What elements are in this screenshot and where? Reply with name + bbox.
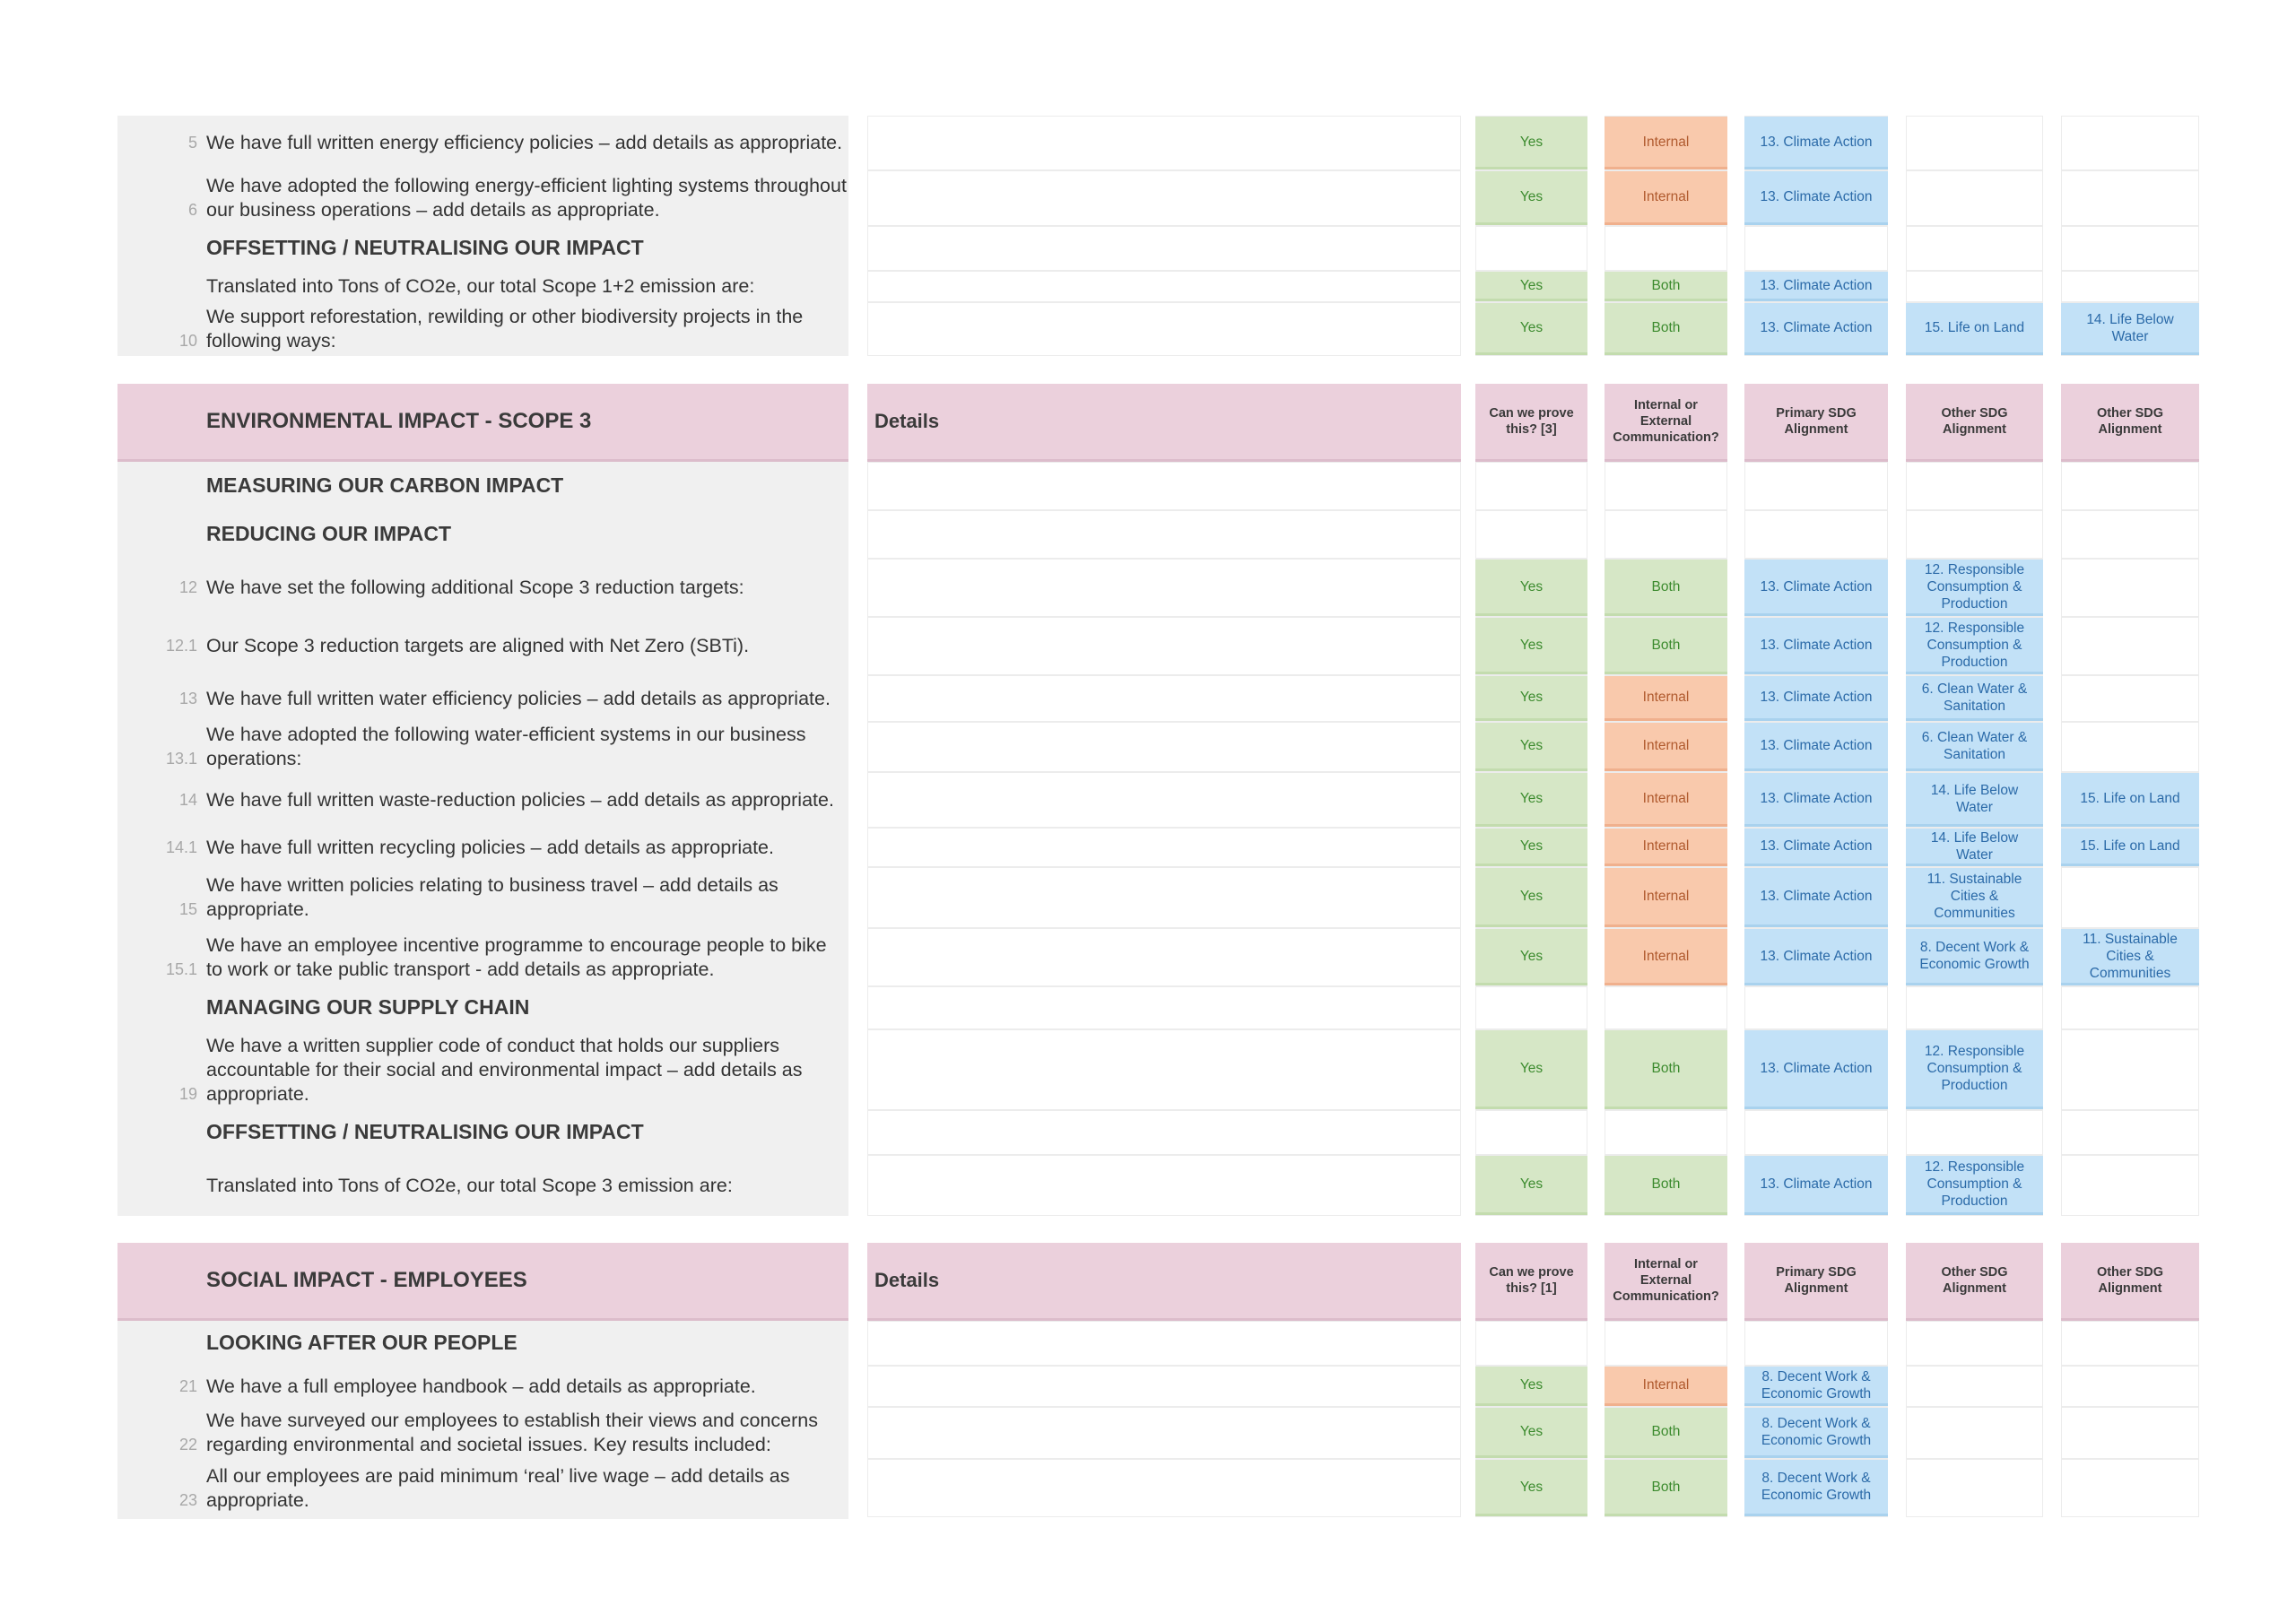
sdg-primary-badge[interactable]: 13. Climate Action bbox=[1744, 929, 1888, 985]
sdg-other2-badge[interactable]: 15. Life on Land bbox=[2061, 829, 2199, 866]
cell-outline-other2 bbox=[2061, 1407, 2199, 1459]
sdg-other1-badge[interactable]: 12. Responsible Consumption & Production bbox=[1906, 1030, 2043, 1109]
row-number: 13.1 bbox=[165, 750, 197, 768]
prove-badge[interactable]: Yes bbox=[1475, 117, 1587, 169]
cell-outline-other2 bbox=[2061, 510, 2199, 559]
row-number: 14 bbox=[178, 790, 197, 809]
cell-outline-other2 bbox=[2061, 867, 2199, 928]
row-number: 19 bbox=[178, 1084, 197, 1103]
row-number: 10 bbox=[178, 332, 197, 350]
details-cell[interactable] bbox=[867, 170, 1461, 226]
cell-outline-primary bbox=[1744, 986, 1888, 1029]
prove-badge[interactable]: Yes bbox=[1475, 171, 1587, 225]
sdg-other1-badge[interactable]: 14. Life Below Water bbox=[1906, 773, 2043, 827]
cell-outline-primary bbox=[1744, 510, 1888, 559]
cell-outline-other1 bbox=[1906, 986, 2043, 1029]
cell-outline-comm bbox=[1605, 510, 1727, 559]
cell-outline-other2 bbox=[2061, 986, 2199, 1029]
sdg-primary-badge[interactable]: 13. Climate Action bbox=[1744, 560, 1888, 616]
row-statement: Translated into Tons of CO2e, our total Scope 1+2 emission are: bbox=[206, 275, 755, 297]
details-cell[interactable] bbox=[867, 271, 1461, 302]
subsection-heading: LOOKING AFTER OUR PEOPLE bbox=[206, 1331, 517, 1354]
prove-badge[interactable]: Yes bbox=[1475, 1156, 1587, 1215]
cell-outline-comm bbox=[1605, 986, 1727, 1029]
sdg-other1-badge[interactable]: 8. Decent Work & Economic Growth bbox=[1906, 929, 2043, 985]
header-other-sdg-2-2: Other SDG Alignment bbox=[2061, 1243, 2199, 1321]
details-cell[interactable] bbox=[867, 675, 1461, 722]
prove-badge[interactable]: Yes bbox=[1475, 560, 1587, 616]
cell-outline-details bbox=[867, 986, 1461, 1029]
details-cell[interactable] bbox=[867, 559, 1461, 617]
cell-outline-other2 bbox=[2061, 1459, 2199, 1517]
cell-outline-other2 bbox=[2061, 1029, 2199, 1110]
row-statement: We have a full employee handbook – add details as appropriate. bbox=[206, 1375, 756, 1397]
sdg-primary-badge[interactable]: 13. Climate Action bbox=[1744, 1030, 1888, 1109]
cell-outline-prove bbox=[1475, 1110, 1587, 1155]
details-cell[interactable] bbox=[867, 722, 1461, 772]
cell-outline-other2 bbox=[2061, 226, 2199, 271]
sdg-other1-badge[interactable]: 12. Responsible Consumption & Production bbox=[1906, 1156, 2043, 1215]
row-statement: Our Scope 3 reduction targets are aligned with Net Zero (SBTi). bbox=[206, 635, 750, 656]
cell-outline-other2 bbox=[2061, 1155, 2199, 1216]
cell-outline-comm bbox=[1605, 462, 1727, 510]
sdg-other1-badge[interactable]: 12. Responsible Consumption & Production bbox=[1906, 618, 2043, 674]
details-cell[interactable] bbox=[867, 302, 1461, 356]
cell-outline-other2 bbox=[2061, 617, 2199, 675]
sdg-other1-badge[interactable]: 6. Clean Water & Sanitation bbox=[1906, 676, 2043, 721]
subsection-heading: REDUCING OUR IMPACT bbox=[206, 522, 452, 545]
sdg-other2-badge[interactable]: 11. Sustainable Cities & Communities bbox=[2061, 929, 2199, 985]
cell-outline-prove bbox=[1475, 986, 1587, 1029]
section-title-scope3: ENVIRONMENTAL IMPACT - SCOPE 3 bbox=[206, 409, 592, 433]
header-communication-2: Internal or External Communication? bbox=[1605, 1243, 1727, 1321]
sdg-primary-badge[interactable]: 8. Decent Work & Economic Growth bbox=[1744, 1408, 1888, 1458]
row-number: 23 bbox=[178, 1490, 197, 1509]
sdg-primary-badge[interactable]: 13. Climate Action bbox=[1744, 829, 1888, 866]
prove-badge[interactable]: Yes bbox=[1475, 1408, 1587, 1458]
communication-badge[interactable]: Internal bbox=[1605, 723, 1727, 771]
row-statement: We have surveyed our employees to establish their views and concerns regarding environmental and societal issues. Key results included: bbox=[206, 1410, 818, 1455]
prove-badge[interactable]: Yes bbox=[1475, 1367, 1587, 1406]
sdg-primary-badge[interactable]: 13. Climate Action bbox=[1744, 773, 1888, 827]
cell-outline-comm bbox=[1605, 1321, 1727, 1366]
cell-outline-other2 bbox=[2061, 170, 2199, 226]
details-cell[interactable] bbox=[867, 1459, 1461, 1517]
cell-outline-other1 bbox=[1906, 1110, 2043, 1155]
sdg-primary-badge[interactable]: 13. Climate Action bbox=[1744, 723, 1888, 771]
row-number: 12 bbox=[178, 578, 197, 596]
subsection-heading: OFFSETTING / NEUTRALISING OUR IMPACT bbox=[206, 236, 644, 259]
communication-badge[interactable]: Internal bbox=[1605, 171, 1727, 225]
row-statement: All our employees are paid minimum ‘real’ live wage – add details as appropriate. bbox=[206, 1464, 790, 1511]
header-other-sdg-1-2: Other SDG Alignment bbox=[1906, 1243, 2043, 1321]
sdg-primary-badge[interactable]: 8. Decent Work & Economic Growth bbox=[1744, 1460, 1888, 1516]
communication-badge[interactable]: Both bbox=[1605, 1156, 1727, 1215]
sdg-primary-badge[interactable]: 13. Climate Action bbox=[1744, 272, 1888, 301]
details-cell[interactable] bbox=[867, 1029, 1461, 1110]
row-number: 12.1 bbox=[165, 637, 197, 655]
communication-badge[interactable]: Both bbox=[1605, 1460, 1727, 1516]
prove-badge[interactable]: Yes bbox=[1475, 773, 1587, 827]
row-statement: We have a written supplier code of conduct that holds our suppliers accountable for their social and environmental impact – add details as appropriate. bbox=[206, 1034, 803, 1105]
cell-outline-other2 bbox=[2061, 675, 2199, 722]
communication-badge[interactable]: Both bbox=[1605, 1408, 1727, 1458]
cell-outline-details bbox=[867, 1321, 1461, 1366]
section-header-employees bbox=[117, 1243, 848, 1321]
row-statement: We have full written waste-reduction policies – add details as appropriate. bbox=[206, 788, 834, 811]
sdg-other2-badge[interactable]: 14. Life Below Water bbox=[2061, 303, 2199, 355]
prove-badge[interactable]: Yes bbox=[1475, 829, 1587, 866]
sdg-primary-badge[interactable]: 13. Climate Action bbox=[1744, 303, 1888, 355]
cell-outline-details bbox=[867, 510, 1461, 559]
row-number: 21 bbox=[178, 1376, 197, 1395]
row-number: 15.1 bbox=[165, 959, 197, 978]
cell-outline-primary bbox=[1744, 462, 1888, 510]
cell-outline-other2 bbox=[2061, 116, 2199, 170]
cell-outline-other2 bbox=[2061, 271, 2199, 302]
header-primary-sdg-2: Primary SDG Alignment bbox=[1744, 1243, 1888, 1321]
section-header-scope3 bbox=[117, 384, 848, 462]
row-number: 6 bbox=[187, 201, 197, 219]
prove-badge[interactable]: Yes bbox=[1475, 929, 1587, 985]
cell-outline-other1 bbox=[1906, 462, 2043, 510]
sdg-other1-badge[interactable]: 6. Clean Water & Sanitation bbox=[1906, 723, 2043, 771]
cell-outline-prove bbox=[1475, 226, 1587, 271]
cell-outline-details bbox=[867, 226, 1461, 271]
cell-outline-prove bbox=[1475, 510, 1587, 559]
cell-outline-other1 bbox=[1906, 226, 2043, 271]
cell-outline-primary bbox=[1744, 1110, 1888, 1155]
sdg-other1-badge[interactable]: 14. Life Below Water bbox=[1906, 829, 2043, 866]
cell-outline-other1 bbox=[1906, 510, 2043, 559]
communication-badge[interactable]: Internal bbox=[1605, 773, 1727, 827]
cell-outline-details bbox=[867, 462, 1461, 510]
cell-outline-primary bbox=[1744, 226, 1888, 271]
prove-badge[interactable]: Yes bbox=[1475, 272, 1587, 301]
prove-badge[interactable]: Yes bbox=[1475, 303, 1587, 355]
header-communication: Internal or External Communication? bbox=[1605, 384, 1727, 462]
sdg-primary-badge[interactable]: 13. Climate Action bbox=[1744, 868, 1888, 927]
details-cell[interactable] bbox=[867, 116, 1461, 170]
details-cell[interactable] bbox=[867, 928, 1461, 986]
cell-outline-other2 bbox=[2061, 1321, 2199, 1366]
row-statement: We have full written recycling policies – add details as appropriate. bbox=[206, 836, 774, 858]
cell-outline-other1 bbox=[1906, 1366, 2043, 1407]
sdg-other2-badge[interactable]: 15. Life on Land bbox=[2061, 773, 2199, 827]
sdg-other1-badge[interactable]: 15. Life on Land bbox=[1906, 303, 2043, 355]
communication-badge[interactable]: Internal bbox=[1605, 829, 1727, 866]
cell-outline-comm bbox=[1605, 226, 1727, 271]
communication-badge[interactable]: Internal bbox=[1605, 1367, 1727, 1406]
header-details: Details bbox=[867, 384, 1461, 462]
cell-outline-prove bbox=[1475, 1321, 1587, 1366]
row-number: 22 bbox=[178, 1436, 197, 1454]
details-cell[interactable] bbox=[867, 617, 1461, 675]
cell-outline-other1 bbox=[1906, 116, 2043, 170]
details-cell[interactable] bbox=[867, 867, 1461, 928]
communication-badge[interactable]: Internal bbox=[1605, 676, 1727, 721]
row-number: 5 bbox=[187, 134, 197, 152]
prove-badge[interactable]: Yes bbox=[1475, 1460, 1587, 1516]
details-cell[interactable] bbox=[867, 1366, 1461, 1407]
cell-outline-other1 bbox=[1906, 1321, 2043, 1366]
cell-outline-other2 bbox=[2061, 722, 2199, 772]
header-prove-2: Can we prove this? [1] bbox=[1475, 1243, 1587, 1321]
cell-outline-other2 bbox=[2061, 1366, 2199, 1407]
header-details-2: Details bbox=[867, 1243, 1461, 1321]
row-statement: We have adopted the following water-efficient systems in our business operations: bbox=[206, 724, 806, 769]
prove-badge[interactable]: Yes bbox=[1475, 868, 1587, 927]
cell-outline-other2 bbox=[2061, 1110, 2199, 1155]
communication-badge[interactable]: Both bbox=[1605, 618, 1727, 674]
row-statement: We have set the following additional Scope 3 reduction targets: bbox=[206, 577, 744, 598]
section-title-employees: SOCIAL IMPACT - EMPLOYEES bbox=[206, 1268, 527, 1292]
row-statement: We have full written water efficiency policies – add details as appropriate. bbox=[206, 687, 831, 709]
cell-outline-other1 bbox=[1906, 1459, 2043, 1517]
header-prove: Can we prove this? [3] bbox=[1475, 384, 1587, 462]
details-cell[interactable] bbox=[867, 772, 1461, 828]
row-number: 14.1 bbox=[165, 838, 197, 856]
row-number: 15 bbox=[178, 900, 197, 918]
cell-outline-comm bbox=[1605, 1110, 1727, 1155]
details-cell[interactable] bbox=[867, 1155, 1461, 1216]
sdg-primary-badge[interactable]: 13. Climate Action bbox=[1744, 117, 1888, 169]
communication-badge[interactable]: Internal bbox=[1605, 868, 1727, 927]
cell-outline-other2 bbox=[2061, 462, 2199, 510]
row-statement: We have an employee incentive programme to encourage people to bike to work or take public transport - add details as appropriate. bbox=[206, 933, 827, 980]
sdg-other1-badge[interactable]: 12. Responsible Consumption & Production bbox=[1906, 560, 2043, 616]
cell-outline-other1 bbox=[1906, 1407, 2043, 1459]
subsection-heading: MEASURING OUR CARBON IMPACT bbox=[206, 473, 564, 497]
cell-outline-primary bbox=[1744, 1321, 1888, 1366]
header-other-sdg-2: Other SDG Alignment bbox=[2061, 384, 2199, 462]
sdg-primary-badge[interactable]: 13. Climate Action bbox=[1744, 1156, 1888, 1215]
row-number: 13 bbox=[178, 689, 197, 707]
prove-badge[interactable]: Yes bbox=[1475, 676, 1587, 721]
communication-badge[interactable]: Both bbox=[1605, 303, 1727, 355]
communication-badge[interactable]: Internal bbox=[1605, 117, 1727, 169]
sdg-other1-badge[interactable]: 11. Sustainable Cities & Communities bbox=[1906, 868, 2043, 927]
cell-outline-other2 bbox=[2061, 559, 2199, 617]
communication-badge[interactable]: Internal bbox=[1605, 929, 1727, 985]
row-statement: We have written policies relating to business travel – add details as appropriate. bbox=[206, 874, 778, 920]
prove-badge[interactable]: Yes bbox=[1475, 618, 1587, 674]
sdg-primary-badge[interactable]: 13. Climate Action bbox=[1744, 676, 1888, 721]
header-other-sdg-1: Other SDG Alignment bbox=[1906, 384, 2043, 462]
row-statement: Translated into Tons of CO2e, our total Scope 3 emission are: bbox=[206, 1174, 733, 1196]
subsection-heading: OFFSETTING / NEUTRALISING OUR IMPACT bbox=[206, 1120, 644, 1143]
row-statement: We have full written energy efficiency policies – add details as appropriate. bbox=[206, 132, 843, 153]
row-statement: We support reforestation, rewilding or other biodiversity projects in the following ways: bbox=[206, 306, 804, 352]
sdg-primary-badge[interactable]: 13. Climate Action bbox=[1744, 618, 1888, 674]
details-cell[interactable] bbox=[867, 1407, 1461, 1459]
header-primary-sdg: Primary SDG Alignment bbox=[1744, 384, 1888, 462]
cell-outline-other1 bbox=[1906, 271, 2043, 302]
cell-outline-details bbox=[867, 1110, 1461, 1155]
prove-badge[interactable]: Yes bbox=[1475, 723, 1587, 771]
communication-badge[interactable]: Both bbox=[1605, 560, 1727, 616]
subsection-heading: MANAGING OUR SUPPLY CHAIN bbox=[206, 995, 530, 1019]
prove-badge[interactable]: Yes bbox=[1475, 1030, 1587, 1109]
sdg-primary-badge[interactable]: 8. Decent Work & Economic Growth bbox=[1744, 1367, 1888, 1406]
cell-outline-other1 bbox=[1906, 170, 2043, 226]
communication-badge[interactable]: Both bbox=[1605, 272, 1727, 301]
row-statement: We have adopted the following energy-efficient lighting systems throughout our business operations – add details as appropriate. bbox=[206, 175, 847, 221]
cell-outline-prove bbox=[1475, 462, 1587, 510]
communication-badge[interactable]: Both bbox=[1605, 1030, 1727, 1109]
sdg-primary-badge[interactable]: 13. Climate Action bbox=[1744, 171, 1888, 225]
details-cell[interactable] bbox=[867, 828, 1461, 867]
